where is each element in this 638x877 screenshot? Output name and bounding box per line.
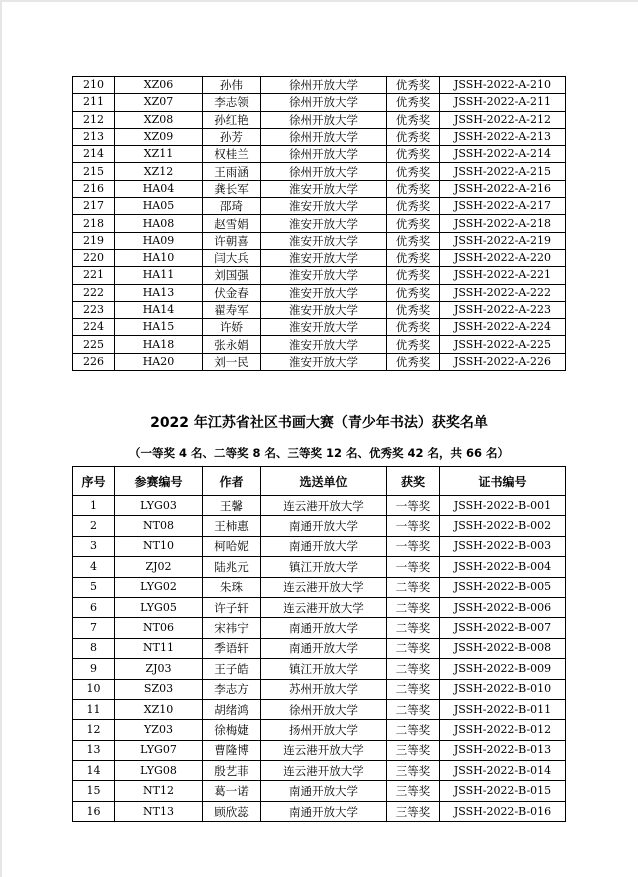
entry-code-cell: HA05 (115, 198, 203, 215)
page-edge-left (0, 0, 2, 877)
award-cell: 优秀奖 (387, 215, 440, 232)
seq-cell: 210 (73, 77, 115, 94)
award-cell: 优秀奖 (387, 198, 440, 215)
unit-cell: 徐州开放大学 (261, 128, 387, 145)
unit-cell: 镇江开放大学 (261, 557, 387, 577)
award-cell: 优秀奖 (387, 111, 440, 128)
seq-cell: 14 (73, 761, 115, 781)
author-cell: 许子轩 (203, 597, 261, 617)
table-row (73, 740, 566, 760)
seq-cell: 226 (73, 353, 115, 370)
seq-cell: 16 (73, 801, 115, 821)
entry-code-cell: NT10 (115, 536, 203, 556)
unit-cell: 南通开放大学 (261, 516, 387, 536)
table-row (73, 618, 566, 638)
entry-code-cell: XZ11 (115, 146, 203, 163)
table-row (73, 336, 566, 353)
cert-code-cell: JSSH-2022-A-213 (440, 128, 566, 145)
entry-code-cell: ZJ03 (115, 659, 203, 679)
author-cell: 王雨涵 (203, 163, 261, 180)
table-row (73, 146, 566, 163)
award-cell: 三等奖 (387, 781, 440, 801)
award-table-a-body (73, 77, 566, 371)
award-cell: 一等奖 (387, 516, 440, 536)
seq-cell: 224 (73, 319, 115, 336)
table-row (73, 249, 566, 266)
section-title: 2022 年江苏省社区书画大赛（青少年书法）获奖名单 (150, 415, 488, 431)
cert-code-cell: JSSH-2022-B-009 (440, 659, 566, 679)
unit-cell: 淮安开放大学 (261, 301, 387, 318)
cert-code-cell: JSSH-2022-A-221 (440, 267, 566, 284)
award-cell: 优秀奖 (387, 301, 440, 318)
section-subtitle: （一等奖 4 名、二等奖 8 名、三等奖 12 名、优秀奖 42 名，共 66 名） (128, 446, 510, 460)
table-row (73, 198, 566, 215)
entry-code-cell: NT11 (115, 638, 203, 658)
cert-code-cell: JSSH-2022-A-222 (440, 284, 566, 301)
award-cell: 优秀奖 (387, 180, 440, 197)
author-cell: 朱珠 (203, 577, 261, 597)
author-cell: 王柿惠 (203, 516, 261, 536)
cert-code-cell: JSSH-2022-A-216 (440, 180, 566, 197)
seq-cell: 1 (73, 496, 115, 516)
award-cell: 优秀奖 (387, 249, 440, 266)
cert-code-cell: JSSH-2022-B-015 (440, 781, 566, 801)
award-cell: 二等奖 (387, 699, 440, 719)
unit-cell: 淮安开放大学 (261, 284, 387, 301)
author-cell: 伏金春 (203, 284, 261, 301)
seq-cell: 218 (73, 215, 115, 232)
cert-code-cell: JSSH-2022-B-012 (440, 720, 566, 740)
cert-code-cell: JSSH-2022-A-212 (440, 111, 566, 128)
cert-code-cell: JSSH-2022-B-011 (440, 699, 566, 719)
seq-cell: 211 (73, 94, 115, 111)
page-edge-top (0, 0, 638, 2)
unit-cell: 徐州开放大学 (261, 699, 387, 719)
seq-cell: 217 (73, 198, 115, 215)
award-cell: 二等奖 (387, 577, 440, 597)
award-cell: 二等奖 (387, 659, 440, 679)
author-cell: 闫大兵 (203, 249, 261, 266)
entry-code-cell: HA15 (115, 319, 203, 336)
cert-code-cell: JSSH-2022-B-003 (440, 536, 566, 556)
header-cert-code: 证书编号 (440, 467, 566, 496)
entry-code-cell: LYG08 (115, 761, 203, 781)
award-cell: 优秀奖 (387, 336, 440, 353)
unit-cell: 徐州开放大学 (261, 94, 387, 111)
cert-code-cell: JSSH-2022-B-014 (440, 761, 566, 781)
cert-code-cell: JSSH-2022-A-211 (440, 94, 566, 111)
cert-code-cell: JSSH-2022-A-226 (440, 353, 566, 370)
table-row (73, 638, 566, 658)
entry-code-cell: HA11 (115, 267, 203, 284)
unit-cell: 连云港开放大学 (261, 597, 387, 617)
table-row (73, 699, 566, 719)
table-row (73, 232, 566, 249)
table-row (73, 720, 566, 740)
unit-cell: 淮安开放大学 (261, 215, 387, 232)
table-row (73, 496, 566, 516)
entry-code-cell: HA13 (115, 284, 203, 301)
entry-code-cell: NT13 (115, 801, 203, 821)
header-award: 获奖 (387, 467, 440, 496)
entry-code-cell: NT08 (115, 516, 203, 536)
author-cell: 徐梅婕 (203, 720, 261, 740)
entry-code-cell: LYG03 (115, 496, 203, 516)
seq-cell: 223 (73, 301, 115, 318)
author-cell: 宋祎宁 (203, 618, 261, 638)
table-row (73, 111, 566, 128)
header-author: 作者 (203, 467, 261, 496)
table-row (73, 319, 566, 336)
table-header-row (73, 467, 566, 496)
cert-code-cell: JSSH-2022-B-001 (440, 496, 566, 516)
header-entry-code: 参赛编号 (115, 467, 203, 496)
award-cell: 优秀奖 (387, 353, 440, 370)
cert-code-cell: JSSH-2022-B-008 (440, 638, 566, 658)
seq-cell: 213 (73, 128, 115, 145)
table-row (73, 801, 566, 821)
award-cell: 优秀奖 (387, 284, 440, 301)
author-cell: 李志领 (203, 94, 261, 111)
table-row (73, 301, 566, 318)
author-cell: 胡绪鸿 (203, 699, 261, 719)
author-cell: 孙芳 (203, 128, 261, 145)
author-cell: 季语轩 (203, 638, 261, 658)
award-cell: 优秀奖 (387, 146, 440, 163)
author-cell: 许朝喜 (203, 232, 261, 249)
unit-cell: 淮安开放大学 (261, 180, 387, 197)
unit-cell: 南通开放大学 (261, 781, 387, 801)
entry-code-cell: NT12 (115, 781, 203, 801)
award-table-a (72, 76, 566, 371)
author-cell: 柯哈妮 (203, 536, 261, 556)
unit-cell: 徐州开放大学 (261, 111, 387, 128)
seq-cell: 225 (73, 336, 115, 353)
award-cell: 优秀奖 (387, 232, 440, 249)
unit-cell: 苏州开放大学 (261, 679, 387, 699)
author-cell: 顾欣蕊 (203, 801, 261, 821)
award-cell: 一等奖 (387, 557, 440, 577)
entry-code-cell: LYG02 (115, 577, 203, 597)
entry-code-cell: HA09 (115, 232, 203, 249)
unit-cell: 镇江开放大学 (261, 659, 387, 679)
author-cell: 曹隆博 (203, 740, 261, 760)
author-cell: 刘国强 (203, 267, 261, 284)
seq-cell: 7 (73, 618, 115, 638)
table-row (73, 557, 566, 577)
seq-cell: 221 (73, 267, 115, 284)
award-cell: 二等奖 (387, 597, 440, 617)
unit-cell: 淮安开放大学 (261, 198, 387, 215)
cert-code-cell: JSSH-2022-A-210 (440, 77, 566, 94)
entry-code-cell: HA04 (115, 180, 203, 197)
table-row (73, 679, 566, 699)
seq-cell: 5 (73, 577, 115, 597)
table-row (73, 267, 566, 284)
cert-code-cell: JSSH-2022-B-016 (440, 801, 566, 821)
unit-cell: 连云港开放大学 (261, 740, 387, 760)
table-row (73, 128, 566, 145)
seq-cell: 10 (73, 679, 115, 699)
entry-code-cell: ZJ02 (115, 557, 203, 577)
table-row (73, 284, 566, 301)
author-cell: 王馨 (203, 496, 261, 516)
entry-code-cell: YZ03 (115, 720, 203, 740)
cert-code-cell: JSSH-2022-A-223 (440, 301, 566, 318)
seq-cell: 214 (73, 146, 115, 163)
unit-cell: 徐州开放大学 (261, 146, 387, 163)
award-cell: 三等奖 (387, 761, 440, 781)
seq-cell: 9 (73, 659, 115, 679)
author-cell: 殷艺菲 (203, 761, 261, 781)
award-cell: 二等奖 (387, 679, 440, 699)
entry-code-cell: NT06 (115, 618, 203, 638)
cert-code-cell: JSSH-2022-A-217 (440, 198, 566, 215)
cert-code-cell: JSSH-2022-A-225 (440, 336, 566, 353)
entry-code-cell: XZ10 (115, 699, 203, 719)
author-cell: 陆兆元 (203, 557, 261, 577)
author-cell: 龚长军 (203, 180, 261, 197)
unit-cell: 南通开放大学 (261, 801, 387, 821)
award-cell: 优秀奖 (387, 163, 440, 180)
unit-cell: 淮安开放大学 (261, 353, 387, 370)
author-cell: 赵雪娟 (203, 215, 261, 232)
table-row (73, 94, 566, 111)
cert-code-cell: JSSH-2022-A-224 (440, 319, 566, 336)
cert-code-cell: JSSH-2022-B-007 (440, 618, 566, 638)
seq-cell: 222 (73, 284, 115, 301)
unit-cell: 南通开放大学 (261, 536, 387, 556)
award-cell: 优秀奖 (387, 77, 440, 94)
unit-cell: 徐州开放大学 (261, 163, 387, 180)
entry-code-cell: XZ06 (115, 77, 203, 94)
seq-cell: 13 (73, 740, 115, 760)
unit-cell: 连云港开放大学 (261, 496, 387, 516)
cert-code-cell: JSSH-2022-A-214 (440, 146, 566, 163)
cert-code-cell: JSSH-2022-A-219 (440, 232, 566, 249)
award-table-b-body (73, 496, 566, 822)
table-row (73, 597, 566, 617)
seq-cell: 11 (73, 699, 115, 719)
unit-cell: 淮安开放大学 (261, 249, 387, 266)
entry-code-cell: XZ09 (115, 128, 203, 145)
unit-cell: 徐州开放大学 (261, 77, 387, 94)
table-row (73, 215, 566, 232)
seq-cell: 15 (73, 781, 115, 801)
author-cell: 张永娟 (203, 336, 261, 353)
unit-cell: 淮安开放大学 (261, 267, 387, 284)
cert-code-cell: JSSH-2022-A-220 (440, 249, 566, 266)
award-cell: 一等奖 (387, 496, 440, 516)
table-row (73, 180, 566, 197)
cert-code-cell: JSSH-2022-A-215 (440, 163, 566, 180)
cert-code-cell: JSSH-2022-A-218 (440, 215, 566, 232)
cert-code-cell: JSSH-2022-B-004 (440, 557, 566, 577)
award-cell: 三等奖 (387, 740, 440, 760)
entry-code-cell: HA08 (115, 215, 203, 232)
cert-code-cell: JSSH-2022-B-013 (440, 740, 566, 760)
cert-code-cell: JSSH-2022-B-005 (440, 577, 566, 597)
seq-cell: 220 (73, 249, 115, 266)
author-cell: 许娇 (203, 319, 261, 336)
seq-cell: 12 (73, 720, 115, 740)
seq-cell: 216 (73, 180, 115, 197)
author-cell: 王子皓 (203, 659, 261, 679)
unit-cell: 淮安开放大学 (261, 336, 387, 353)
author-cell: 邵琦 (203, 198, 261, 215)
entry-code-cell: HA20 (115, 353, 203, 370)
author-cell: 翟寿军 (203, 301, 261, 318)
seq-cell: 6 (73, 597, 115, 617)
table-row (73, 577, 566, 597)
unit-cell: 淮安开放大学 (261, 232, 387, 249)
table-row (73, 77, 566, 94)
unit-cell: 连云港开放大学 (261, 577, 387, 597)
header-unit: 选送单位 (261, 467, 387, 496)
seq-cell: 215 (73, 163, 115, 180)
author-cell: 孙红艳 (203, 111, 261, 128)
unit-cell: 南通开放大学 (261, 638, 387, 658)
award-cell: 优秀奖 (387, 94, 440, 111)
award-cell: 三等奖 (387, 801, 440, 821)
entry-code-cell: HA18 (115, 336, 203, 353)
award-cell: 一等奖 (387, 536, 440, 556)
unit-cell: 连云港开放大学 (261, 761, 387, 781)
unit-cell: 南通开放大学 (261, 618, 387, 638)
author-cell: 葛一诺 (203, 781, 261, 801)
seq-cell: 2 (73, 516, 115, 536)
entry-code-cell: XZ12 (115, 163, 203, 180)
award-cell: 优秀奖 (387, 319, 440, 336)
award-cell: 二等奖 (387, 638, 440, 658)
entry-code-cell: XZ08 (115, 111, 203, 128)
award-cell: 优秀奖 (387, 128, 440, 145)
header-seq: 序号 (73, 467, 115, 496)
table-row (73, 353, 566, 370)
cert-code-cell: JSSH-2022-B-002 (440, 516, 566, 536)
seq-cell: 212 (73, 111, 115, 128)
table-row (73, 163, 566, 180)
table-row (73, 659, 566, 679)
seq-cell: 8 (73, 638, 115, 658)
entry-code-cell: LYG07 (115, 740, 203, 760)
table-row (73, 781, 566, 801)
award-table-b (72, 466, 566, 822)
table-row (73, 536, 566, 556)
author-cell: 权桂兰 (203, 146, 261, 163)
seq-cell: 3 (73, 536, 115, 556)
award-cell: 优秀奖 (387, 267, 440, 284)
entry-code-cell: SZ03 (115, 679, 203, 699)
entry-code-cell: LYG05 (115, 597, 203, 617)
table-row (73, 761, 566, 781)
author-cell: 孙伟 (203, 77, 261, 94)
entry-code-cell: XZ07 (115, 94, 203, 111)
entry-code-cell: HA14 (115, 301, 203, 318)
cert-code-cell: JSSH-2022-B-006 (440, 597, 566, 617)
seq-cell: 219 (73, 232, 115, 249)
author-cell: 李志方 (203, 679, 261, 699)
unit-cell: 扬州开放大学 (261, 720, 387, 740)
cert-code-cell: JSSH-2022-B-010 (440, 679, 566, 699)
author-cell: 刘一民 (203, 353, 261, 370)
table-row (73, 516, 566, 536)
seq-cell: 4 (73, 557, 115, 577)
award-cell: 二等奖 (387, 618, 440, 638)
unit-cell: 淮安开放大学 (261, 319, 387, 336)
award-cell: 二等奖 (387, 720, 440, 740)
entry-code-cell: HA10 (115, 249, 203, 266)
